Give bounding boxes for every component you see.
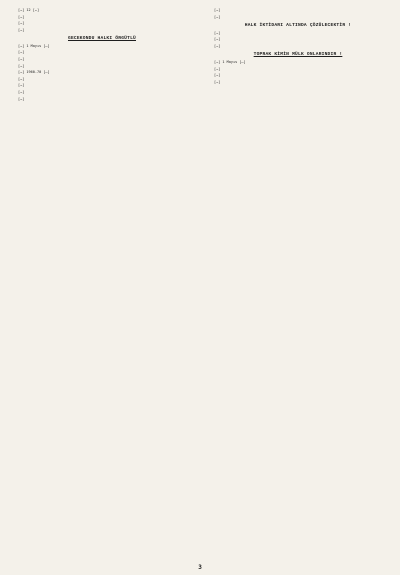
body-paragraph: […] bbox=[18, 90, 25, 95]
body-paragraph: […] bbox=[214, 8, 221, 12]
body-paragraph: […] 1 Mayıs […] bbox=[214, 59, 246, 64]
body-paragraph: […] bbox=[18, 63, 25, 68]
text-columns bbox=[10, 8, 390, 553]
body-paragraph: […] bbox=[18, 14, 25, 19]
section-heading: GECEKONDU HALKI ÖRGÜTLÜ bbox=[67, 35, 136, 41]
body-paragraph: […] bbox=[214, 37, 221, 42]
body-paragraph: […] 1960-70 […] bbox=[18, 70, 50, 75]
body-paragraph: […] bbox=[214, 30, 221, 35]
body-paragraph: […] bbox=[214, 73, 221, 78]
body-paragraph: […] bbox=[18, 96, 25, 101]
body-paragraph: […] bbox=[214, 66, 221, 71]
body-paragraph: […] bbox=[214, 79, 221, 84]
body-paragraph: […] 1 Mayıs […] bbox=[18, 43, 50, 48]
body-paragraph: […] bbox=[18, 76, 25, 81]
body-paragraph: […] bbox=[18, 57, 25, 62]
body-paragraph: […] bbox=[18, 83, 25, 88]
left-column bbox=[10, 8, 194, 553]
body-paragraph: […] bbox=[18, 50, 25, 55]
body-paragraph: […] bbox=[18, 27, 25, 32]
section-heading: HALK İKTİDARI ALTINDA ÇÖZÜLECEKTİR ! bbox=[244, 22, 352, 28]
body-paragraph: […] bbox=[18, 21, 25, 26]
body-paragraph: […] bbox=[214, 43, 221, 48]
body-paragraph: […] bbox=[214, 14, 221, 19]
body-paragraph: […] 12 […] bbox=[18, 8, 40, 12]
section-heading: TOPRAK KİMİN MÜLK ONLARINDIR ! bbox=[253, 51, 343, 57]
page-number: 3 bbox=[198, 564, 202, 571]
right-column bbox=[206, 8, 390, 553]
